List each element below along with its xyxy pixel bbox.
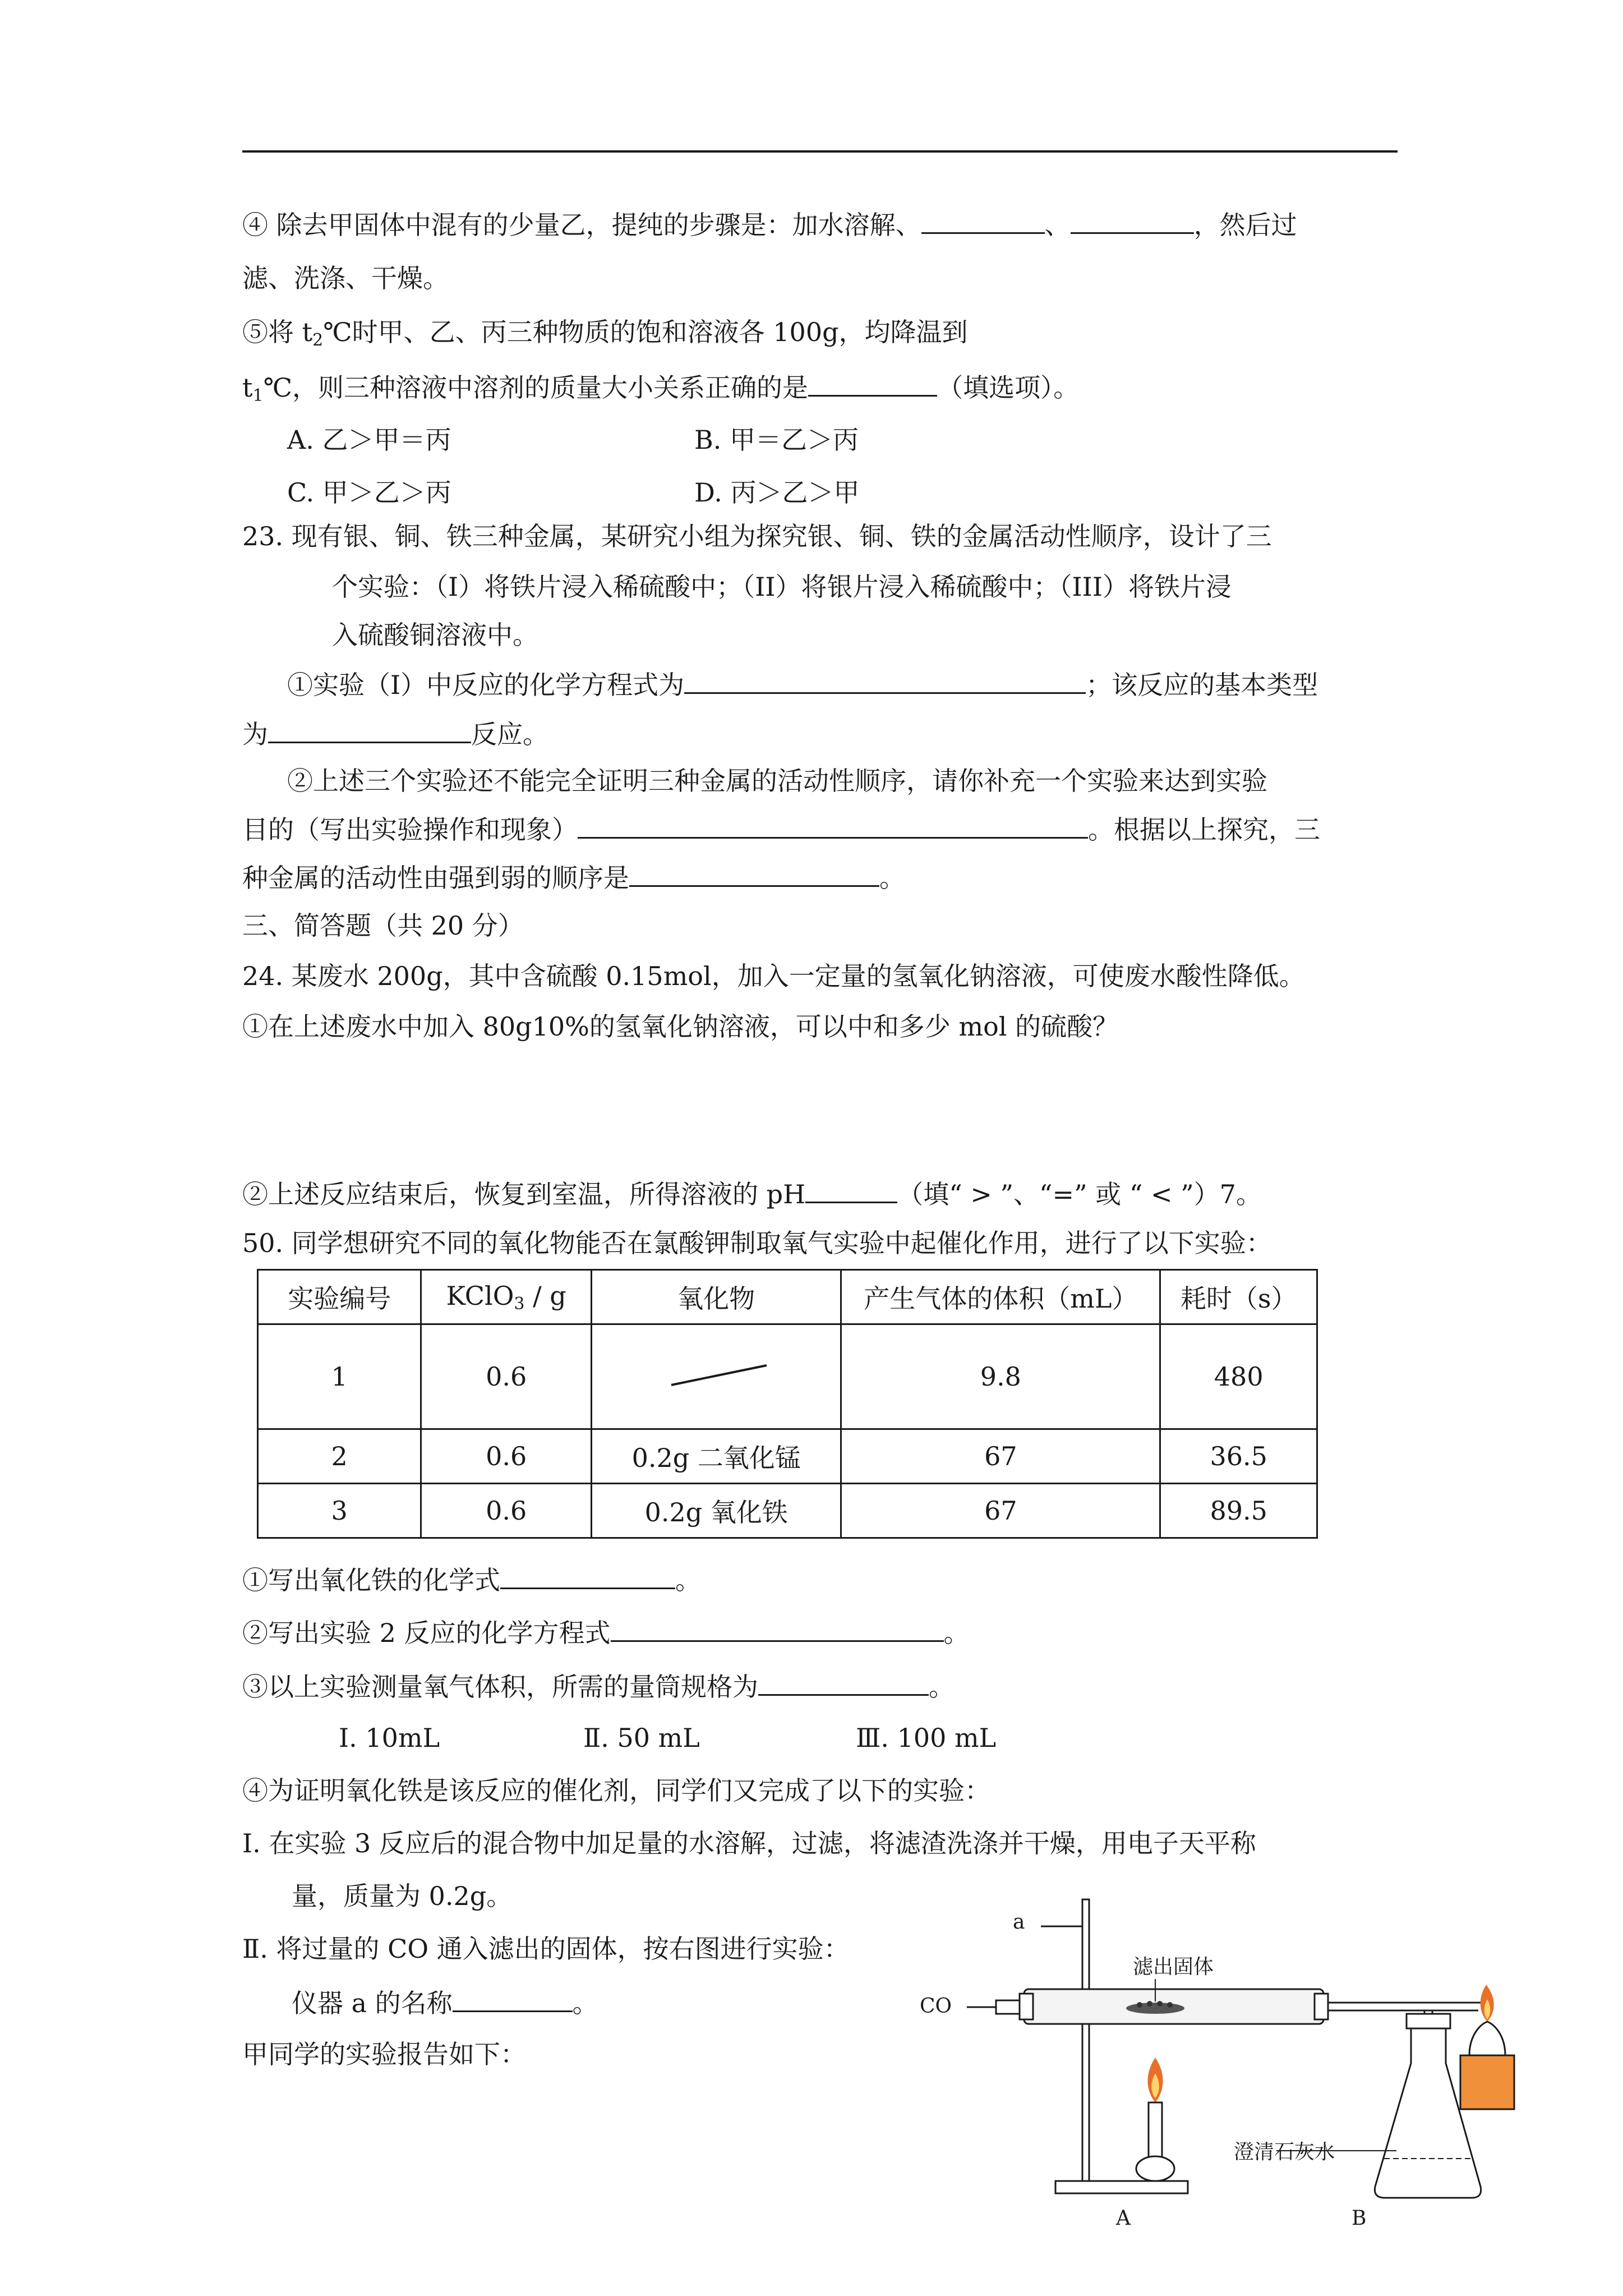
- q22-item5-line1: ⑤将 $t_2℃$时甲、乙、丙三种物质的饱和溶液各 100g，均降温到: [242, 317, 968, 350]
- header-oxide: 氧化物: [591, 1270, 841, 1324]
- answer-blank[interactable]: [453, 1985, 573, 2012]
- cell-time: 89.5: [1160, 1484, 1317, 1538]
- q22-item5-line2: $t_1℃$，则三种溶液中溶剂的质量大小关系正确的是 （填选项）。: [242, 369, 1079, 413]
- header-id: 实验编号: [258, 1270, 421, 1324]
- apparatus-drawing: [920, 1895, 1553, 2237]
- answer-blank[interactable]: [1071, 206, 1194, 234]
- answer-blank[interactable]: [268, 716, 471, 743]
- label-A: A: [1116, 2207, 1131, 2230]
- answer-blank[interactable]: [629, 859, 879, 887]
- header-rule: [242, 150, 1398, 153]
- table-header-row: [258, 1270, 1317, 1324]
- answer-blank[interactable]: [758, 1668, 929, 1696]
- cell-time: 36.5: [1160, 1429, 1317, 1484]
- section-heading: 三、简答题（共 20 分）: [242, 910, 524, 941]
- q23-intro-2: 个实验：（I）将铁片浸入稀硫酸中；（II）将银片浸入稀硫酸中；（III）将铁片浸: [332, 572, 1232, 602]
- answer-blank[interactable]: [921, 206, 1045, 234]
- q23-item1-line1: ①实验（I）中反应的化学方程式为 ；该反应的基本类型: [287, 666, 1318, 702]
- q50-step1-line2: 量，质量为 0.2g。: [292, 1881, 513, 1911]
- q50-option-2: Ⅱ. 50 mL: [583, 1723, 700, 1753]
- cell-oxide-none: [591, 1324, 841, 1429]
- cell-id: 3: [258, 1484, 421, 1538]
- q22-option-c: C. 甲＞乙＞丙: [287, 477, 451, 508]
- q50-item3: ③以上实验测量氧气体积，所需的量筒规格为 。: [242, 1668, 955, 1704]
- cell-time: 480: [1160, 1324, 1317, 1429]
- answer-blank[interactable]: [805, 1176, 897, 1203]
- apparatus-diagram: [920, 1895, 1553, 2237]
- header-kclo3: KClO$_3$ / g: [421, 1270, 592, 1324]
- cell-kclo3: 0.6: [421, 1484, 592, 1538]
- label-limewater: 澄清石灰水: [1234, 2141, 1335, 2164]
- label-solid: 滤出固体: [1133, 1955, 1214, 1978]
- q22-item4-line1: ④ 除去甲固体中混有的少量乙，提纯的步骤是：加水溶解、 、 ，然后过: [242, 206, 1297, 242]
- q50-instrument-name: 仪器 a 的名称 。: [292, 1985, 598, 2020]
- q50-intro: 50. 同学想研究不同的氧化物能否在氯酸钾制取氧气实验中起催化作用，进行了以下实验：: [242, 1228, 1272, 1258]
- q23-item1-line2: 为 反应。: [242, 716, 548, 751]
- q50-report-intro: 甲同学的实验报告如下：: [242, 2039, 526, 2069]
- cell-volume: 67: [841, 1429, 1160, 1484]
- q22-option-d: D. 丙＞乙＞甲: [694, 477, 860, 508]
- table-row: [258, 1429, 1317, 1484]
- cell-volume: 9.8: [841, 1324, 1160, 1429]
- q50-item1: ①写出氧化铁的化学式 。: [242, 1562, 701, 1597]
- label-co: CO: [920, 1995, 952, 2018]
- table-row: [258, 1324, 1317, 1429]
- q24-intro: 24. 某废水 200g，其中含硫酸 0.15mol，加入一定量的氢氧化钠溶液，可使废水酸性降低。: [242, 961, 1305, 991]
- q22-option-a: A. 乙＞甲＝丙: [287, 425, 451, 455]
- answer-blank[interactable]: [684, 666, 1086, 694]
- q24-item1: ①在上述废水中加入 80g10%的氢氧化钠溶液，可以中和多少 mol 的硫酸？: [242, 1011, 1119, 1042]
- diagonal-dash-mark: [660, 1354, 772, 1393]
- cell-kclo3: 0.6: [421, 1429, 592, 1484]
- q23-item2-line3: 种金属的活动性由强到弱的顺序是 。: [242, 859, 905, 895]
- experiment-table: [257, 1269, 1318, 1539]
- q23-intro-1: 23. 现有银、铜、铁三种金属，某研究小组为探究银、铜、铁的金属活动性顺序，设计了三: [242, 521, 1272, 551]
- q50-step1-line1: Ⅰ. 在实验 3 反应后的混合物中加足量的水溶解，过滤，将滤渣洗涤并干燥，用电子天平称: [242, 1828, 1256, 1858]
- q50-option-3: Ⅲ. 100 mL: [856, 1723, 997, 1753]
- label-B: B: [1352, 2207, 1367, 2230]
- answer-blank[interactable]: [578, 811, 1088, 839]
- q50-option-1: Ⅰ. 10mL: [339, 1723, 440, 1753]
- header-volume: 产生气体的体积（mL）: [841, 1270, 1160, 1324]
- table-row: [258, 1484, 1317, 1538]
- answer-blank[interactable]: [808, 369, 937, 397]
- q23-item2-line2: 目的（写出实验操作和现象） 。根据以上探究，三: [242, 811, 1320, 846]
- cell-volume: 67: [841, 1484, 1160, 1538]
- q23-item2-line1: ②上述三个实验还不能完全证明三种金属的活动性顺序，请你补充一个实验来达到实验: [287, 766, 1267, 796]
- answer-blank[interactable]: [500, 1562, 675, 1589]
- q24-item2: ②上述反应结束后，恢复到室温，所得溶液的 pH （填“ > ”、“=” 或 “ < ”）7。: [242, 1176, 1262, 1211]
- q23-intro-3: 入硫酸铜溶液中。: [332, 620, 538, 650]
- q22-item4-line2: 滤、洗涤、干燥。: [242, 263, 449, 293]
- cell-kclo3: 0.6: [421, 1324, 592, 1429]
- cell-id: 2: [258, 1429, 421, 1484]
- cell-oxide: 0.2g 二氧化锰: [591, 1429, 841, 1484]
- q50-step2: Ⅱ. 将过量的 CO 通入滤出的固体，按右图进行实验：: [242, 1934, 850, 1964]
- q22-option-b: B. 甲＝乙＞丙: [694, 425, 859, 455]
- q50-item2: ②写出实验 2 反应的化学方程式 。: [242, 1614, 970, 1650]
- q50-item4: ④为证明氧化铁是该反应的催化剂，同学们又完成了以下的实验：: [242, 1775, 990, 1806]
- answer-blank[interactable]: [611, 1614, 944, 1642]
- label-a: a: [1013, 1911, 1025, 1934]
- cell-id: 1: [258, 1324, 421, 1429]
- header-time: 耗时（s）: [1160, 1270, 1317, 1324]
- cell-oxide: 0.2g 氧化铁: [591, 1484, 841, 1538]
